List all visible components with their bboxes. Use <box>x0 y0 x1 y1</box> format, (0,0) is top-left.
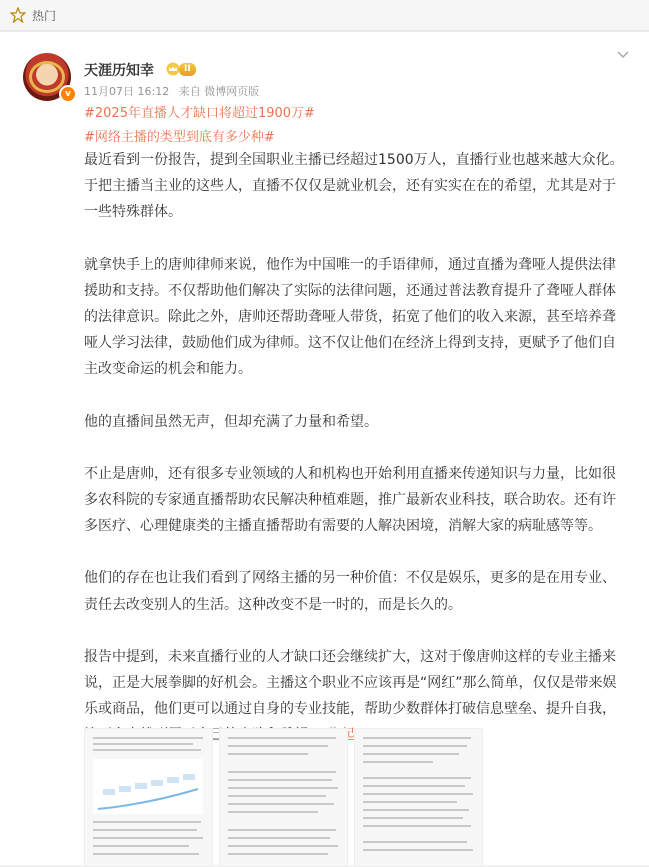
paragraph: 他们的存在也让我们看到了网络主播的另一种价值：不仅是娱乐，更多的是在用专业、责任去改变别人的生活。这种改变不是一时的，而是长久的。 <box>84 570 616 613</box>
paragraph: 就拿快手上的唐帅律师来说，他作为中国唯一的手语律师，通过直播为聋哑人提供法律援助和支持。不仅帮助他们解决了实际的法律问题，还通过普法教育提升了聋哑人群体的法律意识。除此之外，唐帅还帮助聋哑人带货，拓宽了他们的收入来源，甚至培养聋哑人学习法律，鼓励他们成为律师。这不仅让他们在经济上得到支持，更赋予了他们自主改变命运的机会和能力。 <box>84 256 616 378</box>
topic-link-2[interactable]: #网络主播的类型到底有多少种# <box>84 130 275 145</box>
image-thumbnails <box>84 728 483 867</box>
hot-icon <box>10 7 26 23</box>
image-thumbnail-2[interactable] <box>219 728 348 867</box>
post-body <box>84 147 624 749</box>
crown-icon <box>166 62 180 76</box>
paragraph: 他的直播间虽然无声，但却充满了力量和希望。 <box>84 413 378 430</box>
level-label: II <box>179 63 196 76</box>
hot-header <box>0 0 649 31</box>
post-time[interactable]: 11月07日 16:12 <box>84 85 170 98</box>
post-card <box>0 31 649 865</box>
chevron-down-icon[interactable] <box>616 47 630 61</box>
vip-badge[interactable] <box>166 62 196 76</box>
hot-label: 热门 <box>32 8 57 23</box>
username[interactable]: 天涯历知幸 <box>84 63 154 79</box>
image-thumbnail-3[interactable] <box>354 728 483 867</box>
paragraph: 最近看到一份报告，提到全国职业主播已经超过1500万人，直播行业也越来越大众化。于把主播当主业的这些人，直播不仅仅是就业机会，还有实实在在的希望，尤其是对于一些特殊群体。 <box>84 152 624 221</box>
verified-badge-icon: v <box>59 85 77 103</box>
topic-link-1[interactable]: #2025年直播人才缺口将超过1900万# <box>84 106 315 121</box>
paragraph-text: 报告中提到，未来直播行业的人才缺口还会继续扩大，这对于像唐帅这样的专业主播来说，正是大展拳脚的好机会。主播这个职业不应该再是“网红”那么简单，仅仅是带来娱乐或商品，他们更可以通过自身的专业技能，帮助少数群体打破信息壁垒、提升自我， 己 <box>84 648 617 744</box>
paragraph: 不止是唐帅，还有很多专业领域的人和机构也开始利用直播来传递知识与力量，比如很多农科院的专家通直播帮助农民解决种植难题，推广最新农业科技，联合助农。还有许多医疗、心理健康类的主播直播帮助有需要的人解决困境，消解大家的病耻感等等。 <box>84 465 616 535</box>
post-meta <box>84 83 265 99</box>
post-source: 来自 微博网页版 <box>178 85 260 98</box>
image-thumbnail-1[interactable] <box>84 728 213 867</box>
